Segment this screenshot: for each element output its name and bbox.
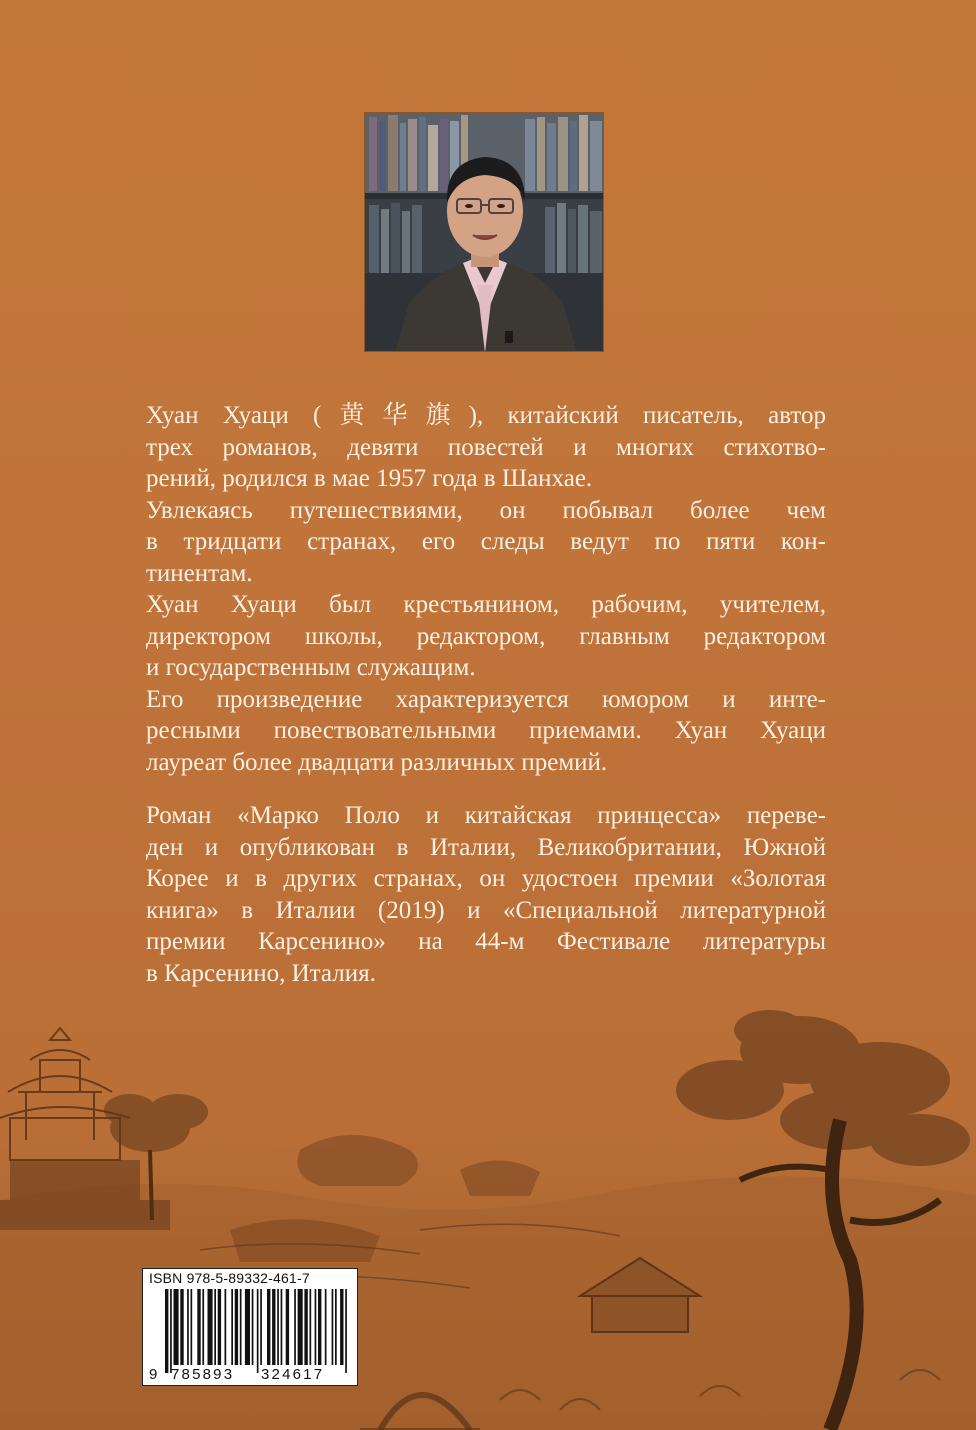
- bio-line: директором школы, редактором, главным редактором: [146, 622, 826, 650]
- barcode-bar: [252, 1289, 254, 1365]
- barcode-bar: [335, 1289, 337, 1365]
- bio-line: ден и опубликован в Италии, Великобритании, Южной: [146, 833, 826, 861]
- bio-paragraph-4: [146, 684, 826, 779]
- barcode-bar: [197, 1289, 200, 1365]
- bio-line: Корее и в других странах, он удостоен премии «Золотая: [146, 865, 826, 892]
- barcode-bar: [214, 1289, 216, 1365]
- bio-line: и государственным служащим.: [146, 654, 476, 681]
- bio-line: тинентам.: [146, 559, 253, 587]
- barcode-bar: [310, 1289, 312, 1365]
- bio-line: книга» в Италии (2019) и «Специальной литературной: [146, 896, 826, 924]
- bio-line: Хуан Хуаци (黄华旗), китайский писатель, автор: [146, 402, 826, 429]
- barcode-bar: [332, 1289, 334, 1365]
- bio-line: Роман «Марко Поло и китайская принцесса» переве-: [146, 802, 826, 829]
- bio-paragraph-1: [146, 400, 826, 495]
- barcode-digit-group-left: 785893: [171, 1366, 235, 1383]
- barcode-bar: [187, 1289, 189, 1365]
- barcode-bar: [315, 1289, 317, 1365]
- bio-line: ресными повествовательными приемами. Хуан Хуаци: [146, 717, 826, 744]
- barcode-bar: [257, 1289, 259, 1373]
- bio-line: Хуан Хуаци был крестьянином, рабочим, учителем,: [146, 591, 826, 618]
- barcode-bar: [191, 1289, 193, 1365]
- isbn-label: ISBN 978-5-89332-461-7: [149, 1270, 310, 1286]
- barcode-bar: [202, 1289, 204, 1365]
- barcode-bar: [294, 1289, 296, 1365]
- barcode-digit-first: 9: [149, 1366, 158, 1383]
- barcode-bar: [325, 1289, 327, 1365]
- barcode-bar: [174, 1289, 179, 1365]
- barcode-bar: [304, 1289, 307, 1365]
- barcode-bar: [165, 1289, 168, 1373]
- bio-line: лауреат более двадцати различных премий.: [146, 748, 608, 776]
- barcode-bar: [286, 1289, 289, 1365]
- barcode-bar: [245, 1289, 250, 1365]
- bio-line: в Карсенино, Италия.: [146, 959, 376, 987]
- barcode-bar: [281, 1289, 283, 1365]
- author-photo: [364, 112, 604, 352]
- barcode-bar: [318, 1289, 321, 1365]
- bio-line: трех романов, девяти повестей и многих стихотво-: [146, 433, 826, 461]
- barcode-bar: [235, 1289, 238, 1365]
- barcode-bar: [272, 1289, 275, 1365]
- author-biography: [146, 400, 826, 989]
- barcode-bar: [225, 1289, 227, 1365]
- bio-line: Его произведение характеризуется юмором и инте-: [146, 685, 826, 713]
- bio-paragraph-3: [146, 589, 826, 684]
- barcode-bar: [277, 1289, 279, 1365]
- barcode-bar: [260, 1289, 262, 1365]
- isbn-barcode: [142, 1268, 358, 1386]
- book-description-paragraph: [146, 800, 826, 989]
- bio-line: в тридцати странах, его следы ведут по пяти кон-: [146, 528, 826, 555]
- barcode-bar: [345, 1289, 347, 1373]
- bio-paragraph-2: [146, 495, 826, 590]
- barcode-digits: [143, 1366, 359, 1384]
- bio-line: Увлекаясь путешествиями, он побывал более чем: [146, 496, 826, 524]
- barcode-bar: [180, 1289, 183, 1365]
- barcode-digit-group-right: 324617: [261, 1366, 325, 1383]
- barcode-bar: [218, 1289, 221, 1365]
- barcode-bar: [240, 1289, 242, 1365]
- barcode-bar: [298, 1289, 303, 1365]
- barcode-bar: [208, 1289, 213, 1365]
- barcode-bar: [231, 1289, 233, 1365]
- barcode-bar: [340, 1289, 343, 1365]
- bio-line: премии Карсенино» на 44-м Фестивале литературы: [146, 928, 826, 955]
- barcode-bar: [267, 1289, 270, 1365]
- barcode-bar: [170, 1289, 172, 1373]
- bio-line: рений, родился в мае 1957 года в Шанхае.: [146, 465, 593, 492]
